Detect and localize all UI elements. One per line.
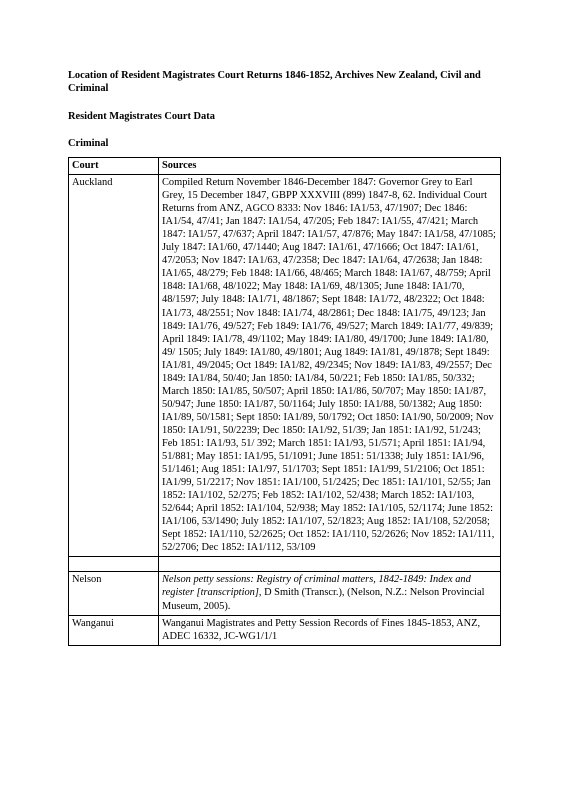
table-header-row (69, 158, 501, 175)
sources-cell (159, 572, 501, 615)
source-details: , D Smith (Transcr.), (Nelson, N.Z.: Nelson Provincial Museum, 2005). (162, 587, 485, 612)
court-cell: Auckland (69, 175, 159, 557)
court-cell: Wanganui (69, 615, 159, 645)
section-heading: Criminal (68, 138, 109, 149)
sources-cell: Wanganui Magistrates and Petty Session Records of Fines 1845-1853, ANZ, ADEC 16332, JC-WG1/1/1 (159, 615, 501, 645)
document-subtitle: Resident Magistrates Court Data (68, 111, 215, 122)
sources-column-header: Sources (159, 158, 501, 175)
table-spacer-row (69, 557, 501, 572)
sources-cell: Compiled Return November 1846-December 1847: Governor Grey to Earl Grey, 15 December 1847, GBPP XXXVIII (899) 1847-8, 62. Individual Court Returns from ANZ, AGCO 8333: Nov 1846: IA1/53, 47/1907; Dec 1846: IA1/54, 47/41; Jan 1847: IA1/54, 47/205; Feb 1847: IA1/55, 47/421; March 1847: IA1/57, 47/637; April 1847: IA1/57, 47/876; May 1847: IA1/58, 47/1085; July 1847: IA1/60, 47/1440; Aug 1847: IA1/61, 47/1666; Oct 1847: IA1/61, 47/2053; Nov 1847: IA1/63, 47/2358; Dec 1847: IA1/64, 47/2638; Jan 1848: IA1/65, 48/279; Feb 1848: IA1/66, 48/465; March 1848: IA1/67, 48/759; April 1848: IA1/68, 48/1022; May 1848: IA1/69, 48/1305; June 1848: IA1/70, 48/1597; July 1848: IA1/71, 48/1867; Sept 1848: IA1/72, 48/2322; Oct 1848: IA1/73, 48/2551; Nov 1848: IA1/74, 48/2861; Dec 1848: IA1/75, 49/123; Jan 1849: IA1/76, 49/527; Feb 1849: IA1/76, 49/527; March 1849: IA1/77, 49/839; April 1849: IA1/78, 49/1102; May 1849: IA1/80, 49/1700; June 1849: IA1/80, 49/ 1505; July 1849: IA1/80, 49/1801; Aug 1849: IA1/81, 49/1878; Sept 1849: IA1/81, 49/2045; Oct 1849: IA1/82, 49/2345; Nov 1849: IA1/83, 49/2557; Dec 1849: IA1/84, 50/40; Jan 1850: IA1/84, 50/221; Feb 1850: IA1/85, 50/332; March 1850: IA1/85, 50/507; April 1850: IA1/86, 50/707; May 1850: IA1/87, 50/947; June 1850: IA1/87, 50/1164; July 1850: IA1/88, 50/1382; Aug 1850: IA1/89, 50/1581; Sept 1850: IA1/89, 50/1792; Oct 1850: IA1/90, 50/2009; Nov 1850: IA1/91, 50/2239; Dec 1850: IA1/92, 51/39; Jan 1851: IA1/92, 51/243; Feb 1851: IA1/93, 51/ 392; March 1851: IA1/93, 51/571; April 1851: IA1/94, 51/881; May 1851: IA1/95, 51/1091; June 1851: 51/1338; July 1851: IA1/96, 51/1461; Aug 1851: IA1/97, 51/1703; Sept 1851: IA1/99, 51/2106; Oct 1851: IA1/99, 51/2217; Nov 1851: IA1/100, 51/2425; Dec 1851: IA1/101, 52/55; Jan 1852: IA1/102, 52/275; Feb 1852: IA1/102, 52/438; March 1852: IA1/103, 52/644; April 1852: IA1/104, 52/938; May 1852: IA1/105, 52/1174; June 1852: IA1/106, 53/1490; July 1852: IA1/107, 52/1823; Aug 1852: IA1/108, 52/2058; Sept 1852: IA1/110, 52/2625; Oct 1852: IA1/110, 52/2626; Nov 1852: IA1/111, 52/2706; Dec 1852: IA1/112, 53/109 (159, 175, 501, 557)
source-title-italic: Nelson petty sessions: Registry of criminal matters, 1842-1849: Index and register [transcription] (162, 574, 471, 599)
sources-table (68, 157, 501, 646)
court-cell: Nelson (69, 572, 159, 615)
table-row-nelson (69, 572, 501, 615)
empty-cell (159, 557, 501, 572)
table-row-wanganui (69, 615, 501, 645)
table-row-auckland (69, 175, 501, 557)
court-column-header: Court (69, 158, 159, 175)
document-title: Location of Resident Magistrates Court Returns 1846-1852, Archives New Zealand, Civil and Criminal (68, 70, 481, 94)
empty-cell (69, 557, 159, 572)
